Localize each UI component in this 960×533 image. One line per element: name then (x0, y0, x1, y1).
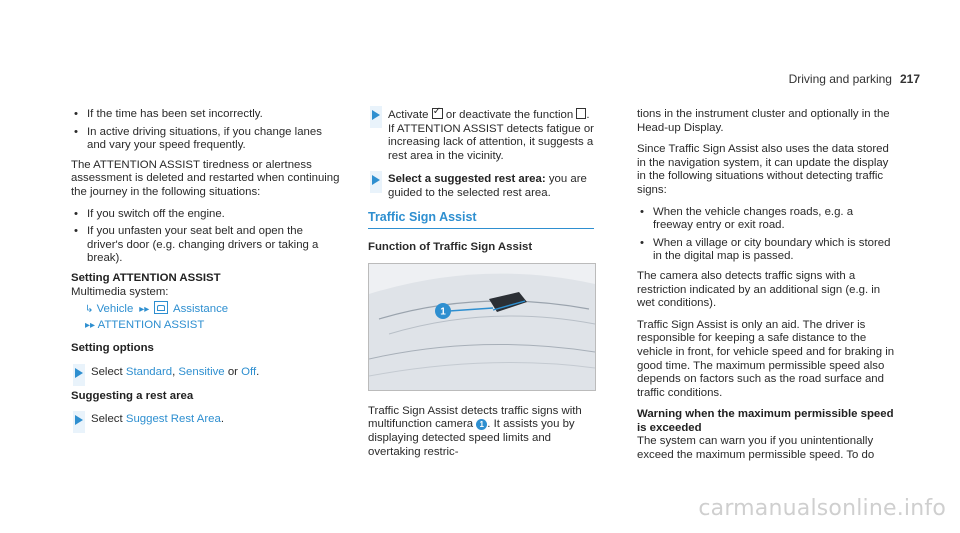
step-select-option: Select Standard, Sensitive or Off. (71, 366, 341, 380)
double-chevron-icon: ▸▸ (136, 304, 150, 316)
select-label: Select (91, 365, 123, 378)
checkbox-checked-icon (432, 108, 443, 119)
menu-path-vehicle[interactable] (71, 301, 341, 317)
callout-icon: 1 (476, 419, 487, 430)
setting-title: Setting ATTENTION ASSIST (71, 271, 221, 284)
camera-paragraph (368, 405, 594, 459)
callout-1: 1 (440, 306, 446, 318)
warning-title: Warning when the maximum permissible speed is exceeded (637, 408, 894, 434)
windshield-illustration (369, 264, 595, 390)
sensitive-link[interactable]: Sensitive (178, 365, 225, 378)
paragraph: Since Traffic Sign Assist also uses the data stored in the navigation system, it can update the display in the following situations without detecting traffic signs: (637, 143, 889, 196)
bullet-list-1 (71, 108, 341, 153)
car-assist-icon (154, 301, 168, 314)
windshield-camera-figure (368, 263, 596, 391)
multimedia-label: Multimedia system: (71, 285, 169, 298)
menu-path-attention[interactable] (71, 319, 341, 333)
options-title: Setting options (71, 342, 154, 355)
section-title: Traffic Sign Assist (368, 211, 594, 230)
select-label: Select (91, 413, 123, 426)
step-arrow-icon (75, 368, 83, 378)
activate-text: Activate (388, 109, 429, 121)
warning-text: The system can warn you if you unintentionally exceed the maximum permissible speed. To do (637, 435, 875, 462)
paragraph: Traffic Sign Assist is only an aid. The driver is responsible for keeping a safe distance to the vehicle in front, for vehicle speed and for braking in good time. The maximum permissible speed also depends on factors such as the road surface and traffic conditions. (637, 318, 895, 399)
assistance-link[interactable]: Assistance (173, 303, 229, 316)
column-2 (368, 108, 594, 467)
or-text: or (227, 365, 238, 378)
page-header (789, 72, 920, 86)
list-item: • In active driving situations, if you change lanes and vary your speed frequently. (71, 126, 341, 153)
step-arrow-icon (372, 175, 380, 185)
step-suggest: Select Suggest Rest Area. (71, 413, 341, 427)
column-1 (71, 108, 341, 437)
attention-assist-link[interactable]: ATTENTION ASSIST (97, 318, 205, 331)
bullet-list-2 (71, 208, 341, 266)
step-arrow-icon (372, 110, 380, 120)
list-item: • If you switch off the engine. (71, 208, 341, 222)
list-item: • When the vehicle changes roads, e.g. a freeway entry or exit road. (637, 206, 895, 233)
double-chevron-icon: ▸▸ (85, 319, 96, 331)
page-number: 217 (899, 72, 920, 86)
step-bold: Select a suggested rest area: (388, 173, 546, 186)
step-arrow-icon (75, 415, 83, 425)
step-detail: If ATTENTION ASSIST detects fatigue or increasing lack of attention, it suggests a rest area in the vicinity. (388, 122, 594, 162)
paragraph: The ATTENTION ASSIST tiredness or alertness assessment is deleted and restarted when continuing the journey in the following situations: (71, 158, 340, 198)
paragraph: The camera also detects traffic signs with a restriction indicated by an additional sign (e.g. in wet conditions). (637, 269, 881, 310)
suggest-title: Suggesting a rest area (71, 389, 194, 402)
step-activate: Activate ✓ or deactivate the function . If ATTENTION ASSIST detects fatigue or increasing lack of attention, it suggests a rest area in the vicinity. (368, 108, 594, 163)
list-item: • When a village or city boundary which is stored in the digital map is passed. (637, 237, 895, 264)
list-item: • If you unfasten your seat belt and open the driver's door (e.g. changing drivers or taking a break). (71, 225, 341, 266)
return-arrow-icon: ↳ (85, 304, 94, 316)
para-part-b: . It assists you by displaying detected speed limits and overtaking restric- (368, 418, 575, 458)
step-text: you are guided to the selected rest area. (388, 173, 587, 199)
checkbox-empty-icon (576, 108, 586, 119)
list-item: • If the time has been set incorrectly. (71, 108, 341, 122)
watermark: carmanualsonline.info (698, 496, 946, 521)
bullet-list (637, 206, 895, 264)
paragraph: tions in the instrument cluster and optionally in the Head-up Display. (637, 108, 890, 134)
off-link[interactable]: Off (241, 365, 257, 378)
column-3 (637, 108, 895, 463)
step-rest-area (368, 173, 594, 200)
section-name: Driving and parking (788, 72, 892, 86)
sub-title: Function of Traffic Sign Assist (368, 241, 533, 254)
vehicle-link[interactable]: Vehicle (96, 303, 134, 316)
standard-link[interactable]: Standard (125, 365, 173, 378)
suggest-rest-area-link[interactable]: Suggest Rest Area (125, 413, 221, 426)
para-part-a: Traffic Sign Assist detects traffic signs with multifunction camera (368, 404, 582, 431)
deactivate-text: or deactivate the function (445, 109, 574, 121)
